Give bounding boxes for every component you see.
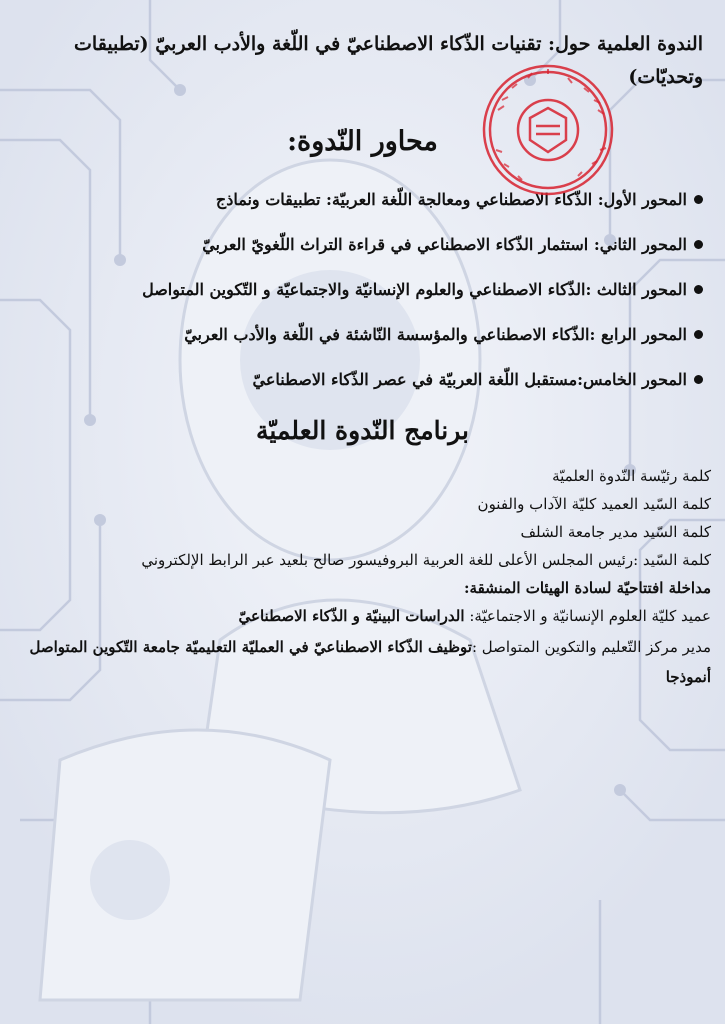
- symposium-title: الندوة العلمية حول: تقنيات الذّكاء الاصطناعيّ في اللّغة والأدب العربيّ (تطبيقات وتحديّات): [74, 33, 703, 88]
- axis-text: المحور الثالث :الذّكاء الاصطناعي والعلوم الإنسانيّة والاجتماعيّة و التّكوين المتواصل: [142, 280, 687, 299]
- program-item: كلمة السّيد مدير جامعة الشلف: [520, 523, 711, 541]
- program-list: [11, 464, 711, 695]
- axis-item: [13, 317, 703, 362]
- program-item-speaker: مدير مركز التّعليم والتكوين المتواصل :: [471, 638, 711, 656]
- program-heading: برنامج النّدوة العلميّة: [256, 416, 469, 445]
- axis-text: المحور الرابع :الذّكاء الاصطناعي والمؤسسة النّاشئة في اللّغة والأدب العربيّ: [184, 325, 687, 344]
- program-item: كلمة السّيد :رئيس المجلس الأعلى للغة العربية البروفيسور صالح بلعيد عبر الرابط الإلكتروني: [141, 551, 711, 569]
- axes-list: [13, 182, 703, 407]
- program-item-topic: الدراسات البينيّة و الذّكاء الاصطناعيّ: [238, 607, 465, 625]
- axes-heading: محاور النّدوة:: [287, 126, 438, 157]
- bullet-icon: [694, 330, 703, 339]
- program-item-topic: توظيف الذّكاء الاصطناعيّ في العمليّة التعليميّة جامعة التّكوين المتواصل أنموذجا: [29, 638, 711, 686]
- program-item: مداخلة افتتاحيّة لسادة الهيئات المنشقة:: [464, 579, 711, 597]
- program-item: كلمة السّيد العميد كليّة الآداب والفنون: [477, 495, 711, 513]
- bullet-icon: [694, 375, 703, 384]
- bullet-icon: [694, 195, 703, 204]
- bullet-icon: [694, 240, 703, 249]
- bullet-icon: [694, 285, 703, 294]
- axis-text: المحور الثاني: استثمار الذّكاء الاصطناعي في قراءة التراث اللّغويّ العربيّ: [202, 235, 687, 254]
- axis-item: [13, 362, 703, 407]
- axis-text: المحور الخامس:مستقبل اللّغة العربيّة في عصر الذّكاء الاصطناعيّ: [252, 370, 687, 389]
- program-item: [11, 604, 711, 629]
- program-item: [11, 632, 711, 692]
- program-item: كلمة رئيّسة النّدوة العلميّة: [552, 467, 711, 485]
- axis-item: [13, 272, 703, 317]
- program-item-speaker: عميد كليّة العلوم الإنسانيّة و الاجتماعيّة:: [469, 607, 711, 625]
- axis-item: [13, 227, 703, 272]
- official-seal: [478, 60, 618, 200]
- axis-text: المحور الأول: الذّكاء الاصطناعي ومعالجة اللّغة العربيّة: تطبيقات ونماذج: [215, 190, 687, 209]
